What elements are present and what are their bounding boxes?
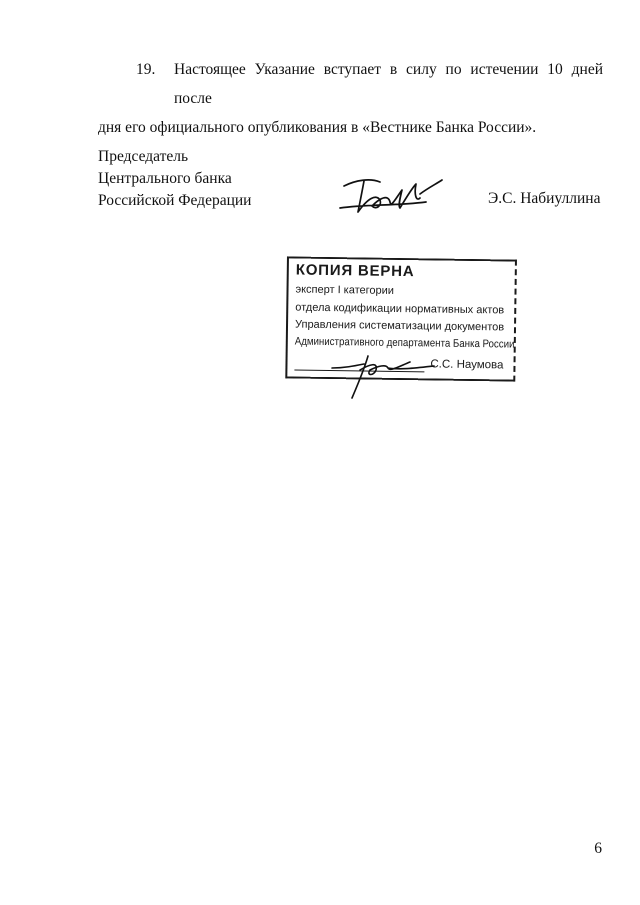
stamp-line-3: Управления систематизации документов <box>294 318 505 334</box>
handwritten-signature <box>336 168 446 218</box>
paragraph-first-line <box>98 55 603 113</box>
stamp-signer-name: С.С. Наумова <box>430 358 504 372</box>
signer-name: Э.С. Набиуллина <box>488 190 601 207</box>
paragraph-text-line-2: дня его официального опубликования в «Вестнике Банка России». <box>98 119 537 136</box>
signatory-title-line-1: Председатель <box>98 148 189 165</box>
signatory-title <box>98 146 251 212</box>
stamp-handwritten-signature <box>330 352 440 400</box>
paragraph-text-line-1: Настоящее Указание вступает в силу по истечении 10 дней после <box>174 61 603 107</box>
stamp-heading: КОПИЯ ВЕРНА <box>295 261 415 281</box>
signatory-title-line-2: Центрального банка <box>98 170 232 187</box>
paragraph-19 <box>98 55 603 142</box>
paragraph-number: 19. <box>136 61 156 78</box>
stamp-line-2: отдела кодификации нормативных актов <box>295 301 505 317</box>
signatory-title-line-3: Российской Федерации <box>98 192 252 209</box>
stamp-line-1: эксперт I категории <box>295 283 395 297</box>
stamp-line-4: Административного департамента Банка России <box>294 335 515 351</box>
page-number: 6 <box>594 840 602 857</box>
